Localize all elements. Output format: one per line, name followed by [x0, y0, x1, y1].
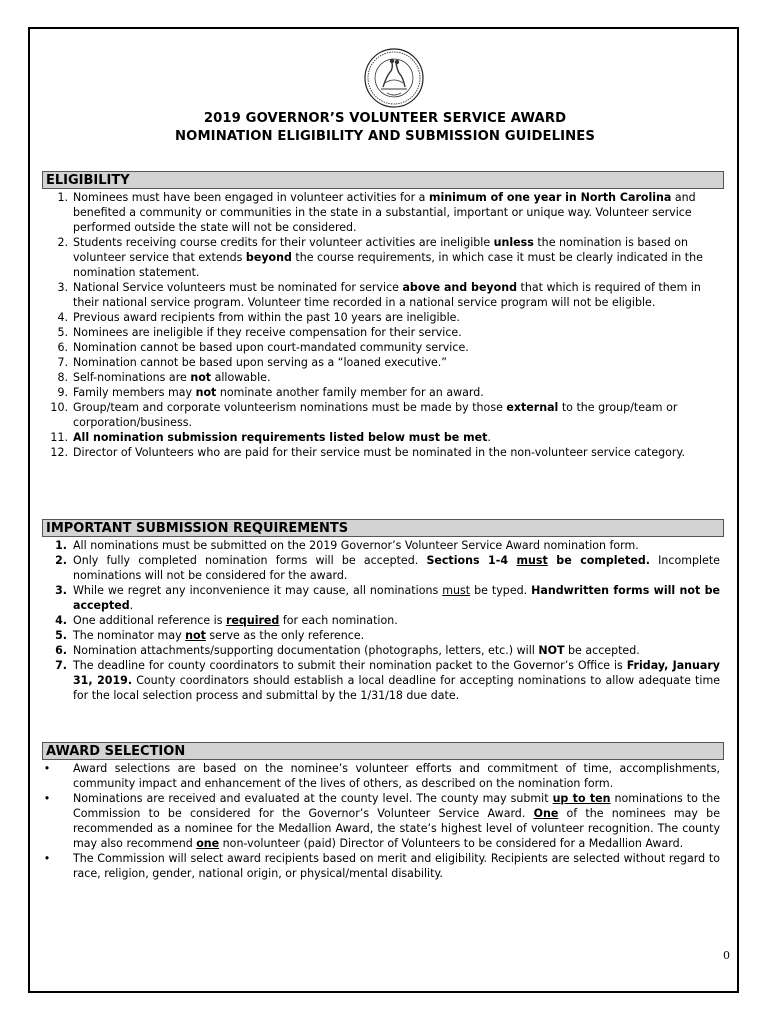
eligibility-list [40, 190, 716, 460]
list-item [40, 400, 716, 430]
list-item-number: 2. [55, 554, 67, 567]
list-item-text [73, 310, 716, 325]
list-item-number: 8. [57, 371, 68, 384]
list-item [40, 280, 716, 310]
text-run: be completed. [547, 554, 650, 567]
document-title-line-2: NOMINATION ELIGIBILITY AND SUBMISSION GUIDELINES [175, 129, 595, 144]
list-item-number: 3. [55, 584, 67, 597]
text-run: . [487, 431, 491, 444]
submission-requirements-list [40, 538, 720, 703]
list-item-text [73, 851, 720, 881]
award-selection-heading: AWARD SELECTION [42, 742, 724, 760]
text-run: Sections 1-4 [426, 554, 517, 567]
text-run: Friday, January 31, 2019. [73, 659, 720, 687]
list-item-text [73, 235, 716, 280]
text-run: NOT [538, 644, 565, 657]
list-item [40, 553, 720, 583]
text-run: nominate another family member for an award. [216, 386, 484, 399]
text-run: Nominations are received and evaluated at the county level. The county may submit [73, 792, 553, 805]
text-run: not [190, 371, 212, 384]
list-item-text [73, 325, 716, 340]
list-item-text [73, 613, 720, 628]
text-run: of the nominees may be recommended as a nominee for the Medallion Award, the state’s highest level of volunteer recognition. The county may also recommend [73, 807, 720, 850]
list-item-text [73, 658, 720, 703]
text-run: Nomination cannot be based upon serving as a “loaned executive.” [73, 356, 448, 369]
list-item-text [73, 628, 720, 643]
list-item-number: 10. [50, 401, 68, 414]
text-run: Director of Volunteers who are paid for their service must be nominated in the non-volunteer service category. [73, 446, 685, 459]
text-run: not [185, 629, 206, 642]
text-run: and benefited a community or communities in the state in a substantial, important or unique way. Volunteer service performed outside the state will not be considered. [73, 191, 696, 234]
text-run: The deadline for county coordinators to submit their nomination packet to the Governor’s Office is [73, 659, 627, 672]
list-item-number: 1. [57, 191, 68, 204]
text-run: required [225, 614, 280, 627]
page-number: 0 [723, 949, 730, 962]
list-item [40, 430, 716, 445]
list-item [40, 658, 720, 703]
text-run: One additional reference is [73, 614, 226, 627]
list-item [40, 355, 716, 370]
list-item [40, 538, 720, 553]
list-item [40, 613, 720, 628]
text-run: must [516, 554, 548, 567]
text-run: Incomplete nominations will not be considered for the award. [73, 554, 720, 582]
list-item [40, 340, 716, 355]
award-selection-list [40, 761, 720, 881]
list-item [40, 445, 716, 460]
eligibility-heading: ELIGIBILITY [42, 171, 724, 189]
list-item-number: 9. [57, 386, 68, 399]
text-run: Group/team and corporate volunteerism nominations must be made by those [73, 401, 507, 414]
list-item-text [73, 355, 716, 370]
list-item-number: • [43, 762, 51, 775]
list-item-text [73, 370, 716, 385]
text-run: Only fully completed nomination forms will be accepted. [73, 554, 427, 567]
text-run: unless [493, 236, 534, 249]
list-item [40, 583, 720, 613]
text-run: be typed. [470, 584, 532, 597]
list-item-number: • [43, 852, 51, 865]
list-item [40, 190, 716, 235]
list-item-text [73, 340, 716, 355]
list-item-number: 5. [55, 629, 67, 642]
text-run: that which is required of them in their national service program. Volunteer time recorded in a national service program will not be eligible. [73, 281, 701, 309]
text-run: up to ten [552, 792, 611, 805]
list-item-text [73, 190, 716, 235]
text-run: to the group/team or corporation/business. [73, 401, 678, 429]
text-run: While we regret any inconvenience it may cause, all nominations [73, 584, 443, 597]
list-item [40, 643, 720, 658]
text-run: the course requirements, in which case it must be clearly indicated in the nomination statement. [73, 251, 703, 279]
list-item-text [73, 761, 720, 791]
text-run: external [506, 401, 559, 414]
submission-requirements-heading: IMPORTANT SUBMISSION REQUIREMENTS [42, 519, 724, 537]
list-item-number: 3. [57, 281, 68, 294]
text-run: Award selections are based on the nominee’s volunteer efforts and commitment of time, accomplishments, community impact and enhancement of the lives of others, as described on the nomination form. [73, 762, 720, 790]
list-item-text [73, 280, 716, 310]
list-item-number: 1. [55, 539, 67, 552]
text-run: minimum of one year in North Carolina [428, 191, 672, 204]
list-item-text [73, 583, 720, 613]
text-run: allowable. [211, 371, 271, 384]
text-run: non-volunteer (paid) Director of Volunteers to be considered for a Medallion Award. [219, 837, 684, 850]
list-item-text [73, 400, 716, 430]
text-run: for each nomination. [279, 614, 398, 627]
list-item-number: 6. [57, 341, 68, 354]
list-item-number: 12. [50, 446, 68, 459]
list-item [40, 385, 716, 400]
text-run: be accepted. [564, 644, 640, 657]
text-run: not [195, 386, 217, 399]
list-item [40, 791, 720, 851]
text-run: National Service volunteers must be nominated for service [73, 281, 403, 294]
text-run: All nomination submission requirements listed below must be met [73, 431, 488, 444]
text-run: Previous award recipients from within the past 10 years are ineligible. [73, 311, 460, 324]
list-item [40, 370, 716, 385]
text-run: The Commission will select award recipients based on merit and eligibility. Recipients are selected without regard to race, religion, gender, national origin, or physical/mental disability. [73, 852, 720, 880]
text-run: Nomination attachments/supporting documentation (photographs, letters, etc.) will [73, 644, 539, 657]
text-run: All nominations must be submitted on the 2019 Governor’s Volunteer Service Award nomination form. [73, 539, 639, 552]
list-item-text [73, 643, 720, 658]
list-item [40, 851, 720, 881]
list-item-text [73, 553, 720, 583]
text-run: Nominees must have been engaged in volunteer activities for a [73, 191, 429, 204]
list-item-number: 7. [57, 356, 68, 369]
list-item [40, 325, 716, 340]
text-run: Nomination cannot be based upon court-mandated community service. [73, 341, 469, 354]
text-run: beyond [245, 251, 292, 264]
list-item-number: 4. [57, 311, 68, 324]
text-run: Handwritten forms will not be accepted [73, 584, 721, 612]
list-item-number: 6. [55, 644, 67, 657]
list-item-number: 11. [50, 431, 68, 444]
list-item-text [73, 538, 720, 553]
text-run: Self-nominations are [73, 371, 191, 384]
text-run: Students receiving course credits for their volunteer activities are ineligible [73, 236, 494, 249]
text-run: nominations to the Commission to be considered for the Governor’s Volunteer Service Award. [73, 792, 720, 820]
list-item-number: 5. [57, 326, 68, 339]
list-item-text [73, 791, 720, 851]
list-item-text [73, 385, 716, 400]
list-item-text [73, 430, 716, 445]
text-run: must [442, 584, 471, 597]
list-item-number: 7. [55, 659, 67, 672]
list-item [40, 761, 720, 791]
state-seal-icon [363, 47, 425, 109]
list-item [40, 628, 720, 643]
text-run: serve as the only reference. [205, 629, 365, 642]
text-run: above and beyond [402, 281, 517, 294]
text-run: The nominator may [73, 629, 186, 642]
list-item-number: 4. [55, 614, 67, 627]
text-run: Family members may [73, 386, 196, 399]
text-run: . [129, 599, 134, 612]
list-item [40, 310, 716, 325]
text-run: the nomination is based on volunteer service that extends [73, 236, 688, 264]
list-item-text [73, 445, 716, 460]
text-run: County coordinators should establish a local deadline for accepting nominations to allow adequate time for the local selection process and submittal by the 1/31/18 due date. [73, 674, 720, 702]
document-title-line-1: 2019 GOVERNOR’S VOLUNTEER SERVICE AWARD [203, 111, 567, 126]
text-run: One [533, 807, 559, 820]
list-item [40, 235, 716, 280]
list-item-number: • [43, 792, 51, 805]
list-item-number: 2. [57, 236, 68, 249]
text-run: one [196, 837, 220, 850]
text-run: Nominees are ineligible if they receive compensation for their service. [73, 326, 462, 339]
